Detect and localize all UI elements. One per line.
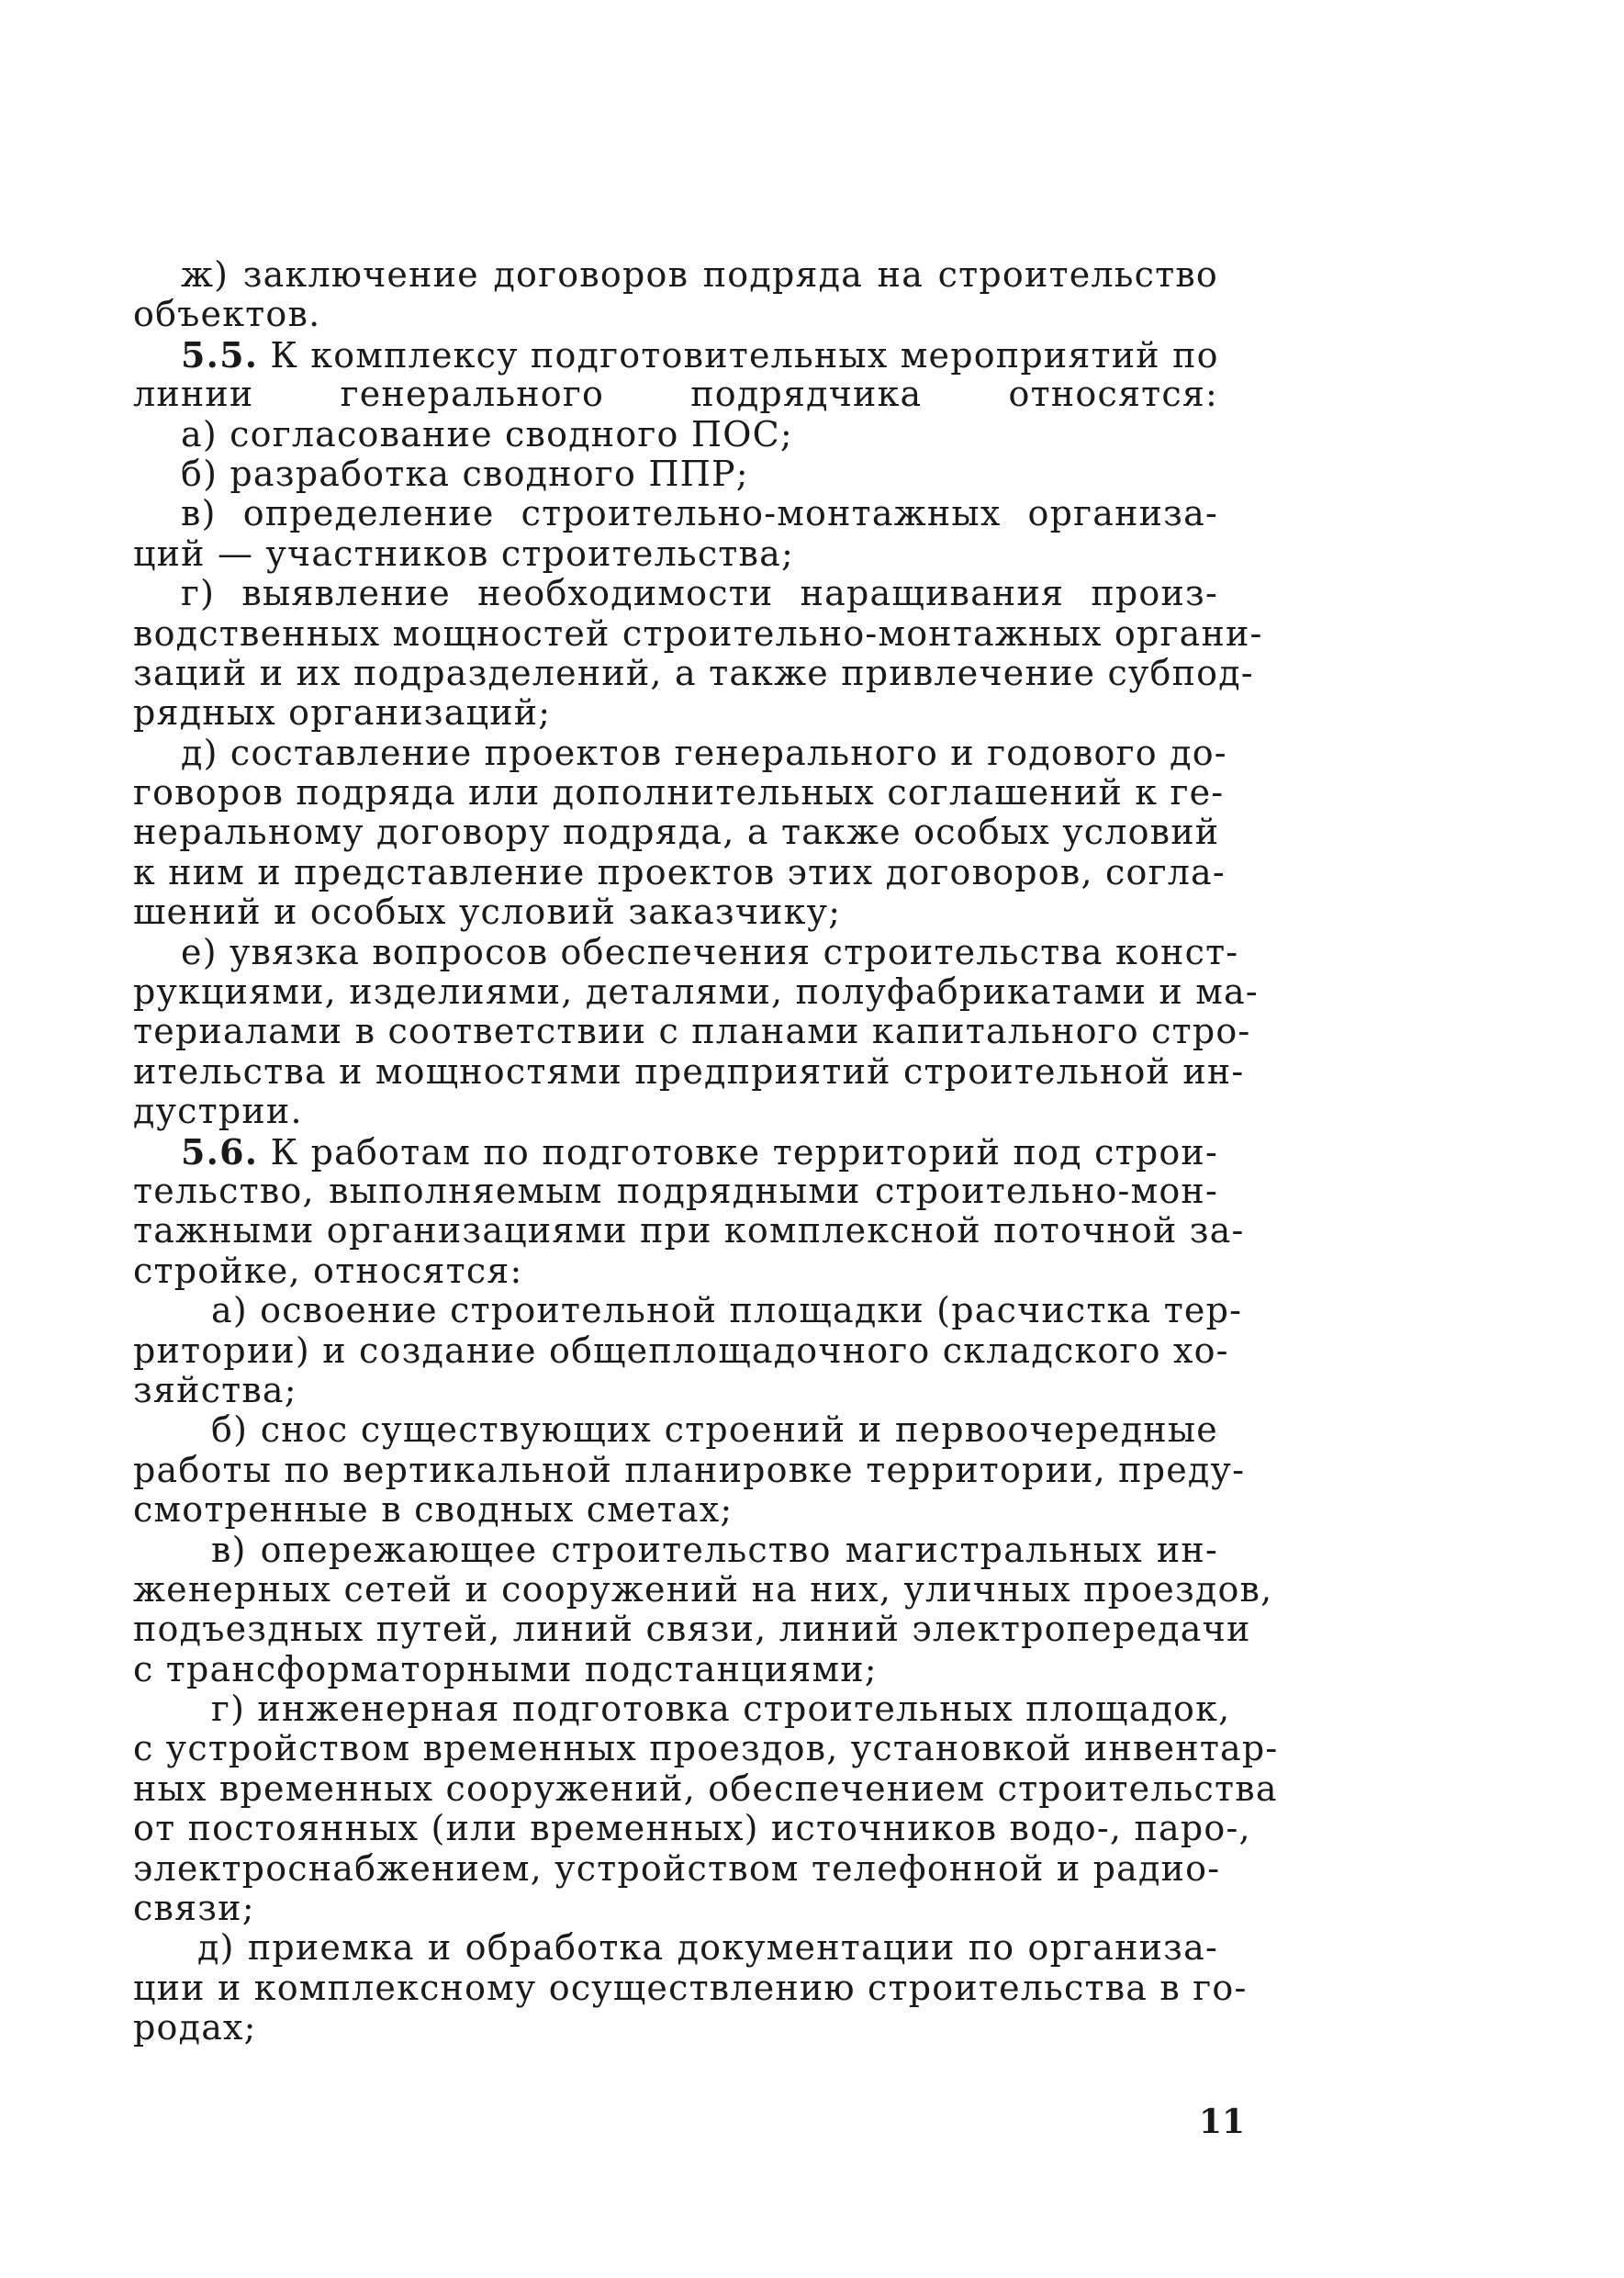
list-item: г) выявление необходимости наращивания произ- bbox=[181, 573, 1218, 614]
text-line: ции и комплексному осуществлению строительства в го- bbox=[133, 1967, 1248, 2008]
text-line: ж) заключение договоров подряда на строительство bbox=[181, 254, 1218, 295]
text-line: водственных мощностей строительно-монтажных органи- bbox=[133, 612, 1263, 654]
text-line: териалами в соответствии с планами капитального стро- bbox=[133, 1011, 1251, 1052]
list-item: б) разработка сводного ППР; bbox=[181, 453, 749, 494]
list-item: е) увязка вопросов обеспечения строительства конст- bbox=[181, 931, 1239, 972]
text-line: к ним и представление проектов этих договоров, согла- bbox=[133, 851, 1226, 892]
section-number: 5.6. bbox=[181, 1130, 259, 1173]
text-line: родах; bbox=[133, 2007, 257, 2048]
list-item: в) определение строительно-монтажных организа- bbox=[181, 493, 1218, 534]
text-line: электроснабжением, устройством телефонной и радио- bbox=[133, 1847, 1221, 1889]
text-line: говоров подряда или дополнительных соглашений к ге- bbox=[133, 772, 1225, 814]
text-line: зяйства; bbox=[133, 1369, 297, 1410]
section-5-6-line bbox=[133, 1132, 1218, 1172]
text-line: женерных сетей и сооружений на них, уличных проездов, bbox=[133, 1568, 1273, 1610]
body-text bbox=[133, 254, 1279, 2048]
text-line: от постоянных (или временных) источников водо-, паро-, bbox=[133, 1808, 1251, 1849]
list-item: а) освоение строительной площадки (расчистка тер- bbox=[211, 1290, 1243, 1331]
section-5-5-line bbox=[133, 335, 1218, 375]
text-line: шений и особых условий заказчику; bbox=[133, 892, 842, 933]
list-item: д) составление проектов генерального и годового до- bbox=[181, 732, 1227, 773]
list-item: а) согласование сводного ПОС; bbox=[181, 413, 793, 454]
text-line: линии генерального подрядчика относятся: bbox=[133, 374, 1218, 415]
text-line: подъездных путей, линий связи, линий электропередачи bbox=[133, 1609, 1251, 1650]
text-line: объектов. bbox=[133, 294, 321, 335]
text-line: неральному договору подряда, а также особых условий bbox=[133, 812, 1220, 853]
text-line: заций и их подразделений, а также привлечение субпод- bbox=[133, 652, 1254, 693]
text-line: ных временных сооружений, обеспечением строительства bbox=[133, 1767, 1278, 1809]
text-line: дустрии. bbox=[133, 1091, 303, 1132]
list-item: д) приемка и обработка документации по организа- bbox=[197, 1927, 1218, 1969]
text-line: рукциями, изделиями, деталями, полуфабрикатами и ма- bbox=[133, 971, 1259, 1013]
section-number: 5.5. bbox=[181, 333, 259, 376]
text-fragment: К работам по подготовке территорий под строи- bbox=[270, 1131, 1218, 1173]
text-line: тельство, выполняемым подрядными строительно-мон- bbox=[133, 1170, 1218, 1211]
text-line: ритории) и создание общеплощадочного складского хо- bbox=[133, 1330, 1229, 1371]
list-item: в) опережающее строительство магистральных ин- bbox=[211, 1529, 1218, 1570]
text-line: работы по вертикальной планировке территории, преду- bbox=[133, 1449, 1246, 1490]
text-line: с трансформаторными подстанциями; bbox=[133, 1648, 878, 1689]
text-line: ций — участников строительства; bbox=[133, 533, 794, 574]
text-line: рядных организаций; bbox=[133, 692, 552, 734]
text-line: связи; bbox=[133, 1888, 255, 1929]
list-item: б) снос существующих строений и первоочередные bbox=[211, 1409, 1218, 1451]
page-number: 11 bbox=[1199, 2103, 1246, 2141]
list-item: г) инженерная подготовка строительных площадок, bbox=[211, 1689, 1231, 1730]
text-line: тажными организациями при комплексной поточной за- bbox=[133, 1210, 1245, 1251]
text-line: смотренные в сводных сметах; bbox=[133, 1489, 734, 1531]
text-line: стройке, относятся: bbox=[133, 1250, 523, 1291]
text-line: ительства и мощностями предприятий строительной ин- bbox=[133, 1050, 1245, 1092]
text-line: с устройством временных проездов, установкой инвентар- bbox=[133, 1728, 1279, 1769]
text-fragment: К комплексу подготовительных мероприятий по bbox=[270, 334, 1219, 376]
